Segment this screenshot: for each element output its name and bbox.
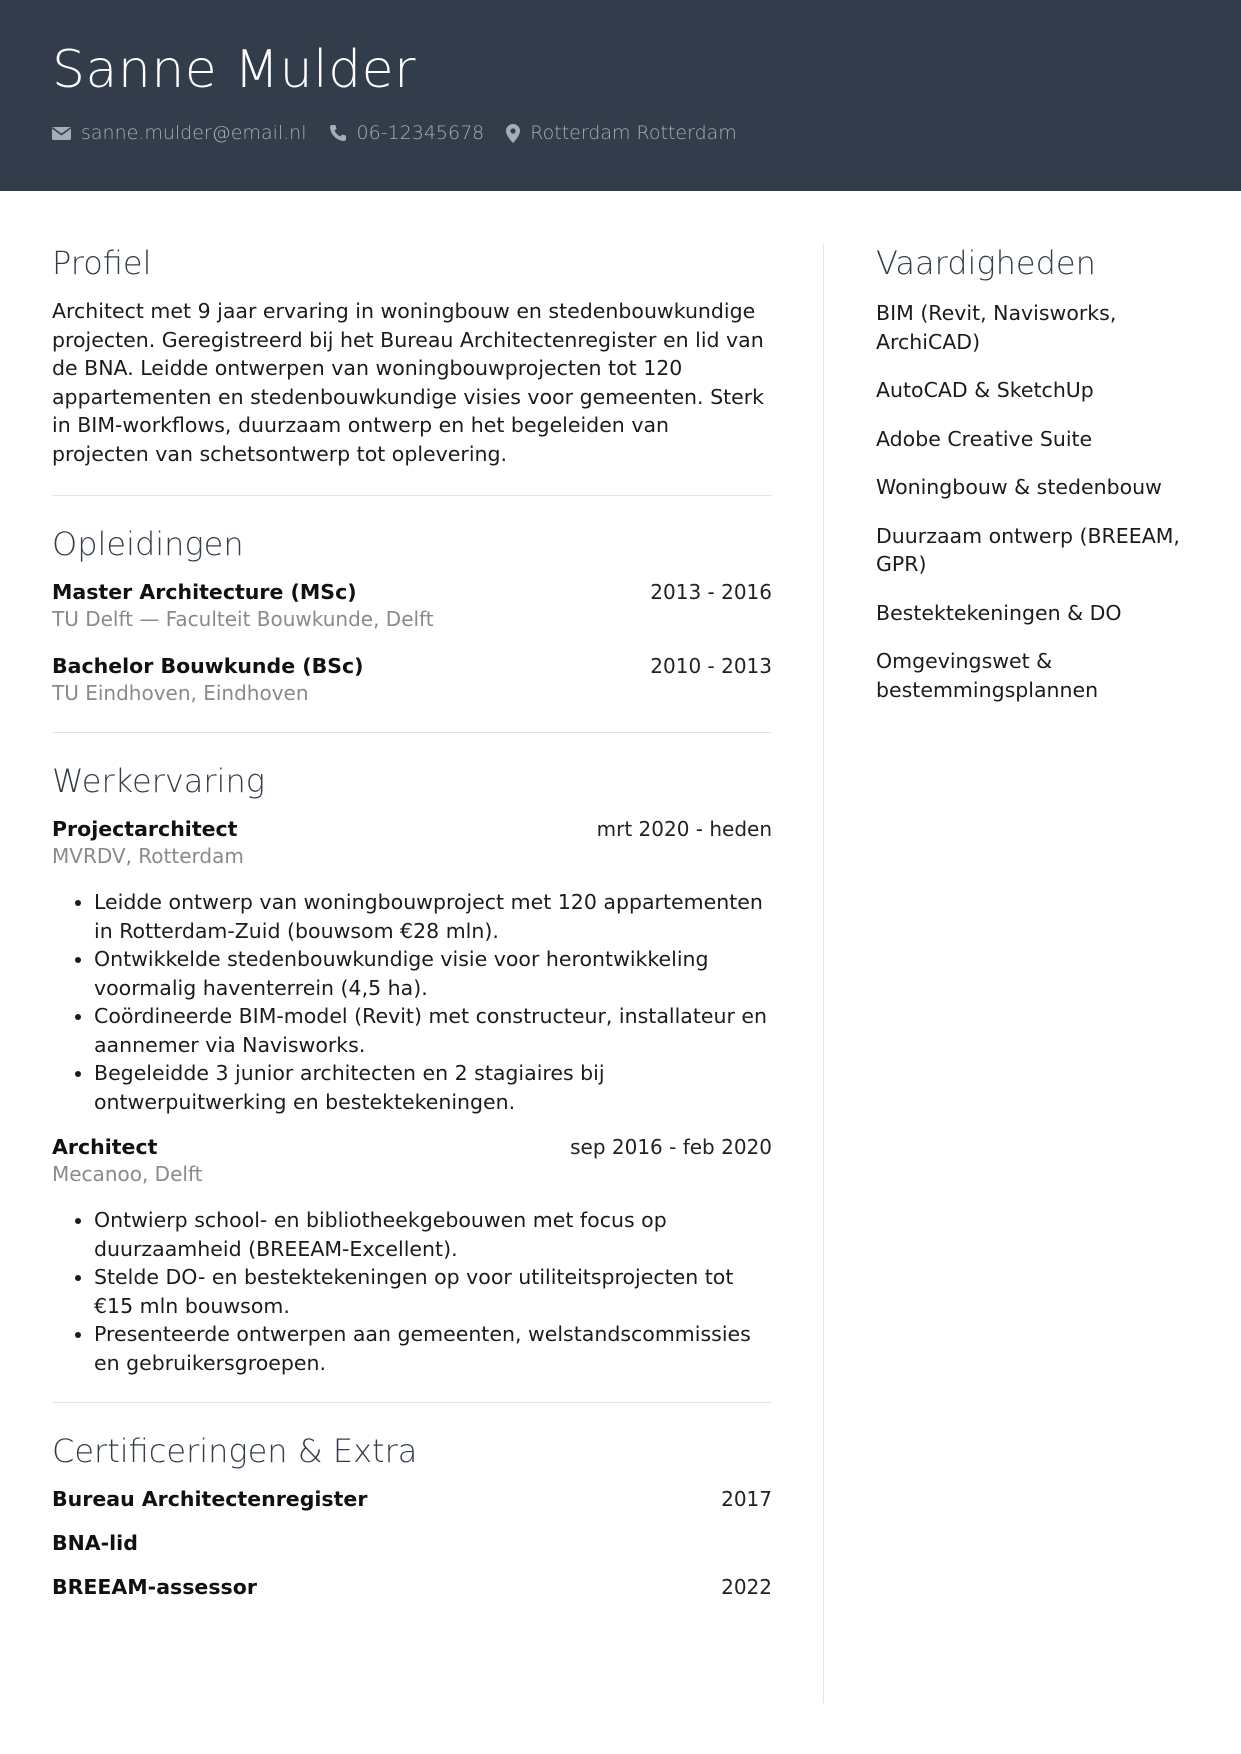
section-title-skills: Vaardigheden	[876, 244, 1096, 282]
contact-location	[506, 122, 737, 144]
list-item: • Begeleidde 3 junior architecten en 2 stagiaires bij ontwerpuitwerking en bestektekeningen.	[94, 1059, 772, 1116]
section-divider	[52, 1402, 772, 1403]
list-item: • Presenteerde ontwerpen aan gemeenten, welstandscommissies en gebruikersgroepen.	[94, 1320, 772, 1377]
job-role: Projectarchitect	[52, 817, 238, 841]
list-item: • Stelde DO- en bestektekeningen op voor utiliteitsprojecten tot €15 mln bouwsom.	[94, 1263, 772, 1320]
education-item	[52, 654, 772, 705]
column-divider	[823, 243, 824, 1703]
location-text: Rotterdam Rotterdam	[530, 122, 737, 144]
skill-item: Omgevingswet & bestemmingsplannen	[876, 649, 1099, 702]
phone-text: 06-12345678	[356, 122, 485, 144]
map-pin-icon	[506, 124, 520, 143]
list-item: • Ontwierp school- en bibliotheekgebouwen met focus op duurzaamheid (BREEAM-Excellent).	[94, 1206, 772, 1263]
certification-item	[52, 1575, 772, 1599]
email-text: sanne.mulder@email.nl	[81, 122, 307, 144]
section-title-education: Opleidingen	[52, 525, 244, 563]
list-item: • Leidde ontwerp van woningbouwproject met 120 appartementen in Rotterdam-Zuid (bouwsom €28 mln).	[94, 888, 772, 945]
job-dates: mrt 2020 - heden	[596, 817, 772, 841]
job-company: MVRDV, Rotterdam	[52, 844, 244, 868]
envelope-icon	[52, 126, 71, 141]
skill-item: AutoCAD & SketchUp	[876, 378, 1094, 402]
profile-section	[52, 243, 772, 468]
education-section	[52, 524, 772, 705]
job-dates: sep 2016 - feb 2020	[570, 1135, 772, 1159]
skill-item: Bestektekeningen & DO	[876, 600, 1122, 625]
job-bullets	[52, 1206, 772, 1377]
certification-item	[52, 1487, 772, 1511]
section-title-profile: Profiel	[52, 244, 152, 282]
sidebar-column	[876, 243, 1206, 724]
education-school: TU Delft — Faculteit Bouwkunde, Delft	[52, 607, 434, 631]
skill-item: Adobe Creative Suite	[876, 426, 1093, 451]
education-degree: Master Architecture (MSc)	[52, 580, 357, 604]
contact-phone[interactable]	[329, 122, 485, 144]
education-item	[52, 580, 772, 631]
job-role: Architect	[52, 1135, 158, 1159]
education-dates: 2013 - 2016	[650, 580, 772, 604]
education-school: TU Eindhoven, Eindhoven	[52, 681, 309, 705]
phone-icon	[329, 124, 347, 142]
skill-item: Woningbouw & stedenbouw	[876, 475, 1162, 499]
list-item: • Coördineerde BIM-model (Revit) met constructeur, installateur en aannemer via Navisworks.	[94, 1002, 772, 1059]
section-divider	[52, 732, 772, 733]
header-banner	[0, 0, 1241, 191]
certifications-section	[52, 1431, 772, 1599]
education-dates: 2010 - 2013	[650, 654, 772, 678]
section-title-experience: Werkervaring	[52, 762, 265, 800]
section-divider	[52, 495, 772, 496]
contact-bar	[52, 122, 737, 144]
section-title-certifications: Certificeringen & Extra	[52, 1432, 418, 1470]
certification-year: 2022	[721, 1575, 772, 1599]
skill-item: Duurzaam ontwerp (BREEAM, GPR)	[876, 523, 1180, 576]
certification-year: 2017	[721, 1487, 772, 1511]
profile-text: Architect met 9 jaar ervaring in woningbouw en stedenbouwkundige projecten. Geregistreerd bij het Bureau Architectenregister en lid van de BNA. Leidde ontwerpen van woningbouwprojecten tot 120 appartementen en stedenbouwkundige visies voor gemeenten. Sterk in BIM-workflows, duurzaam ontwerp en het begeleiden van projecten van schetsontwerp tot oplevering.	[52, 299, 765, 466]
certification-item	[52, 1531, 772, 1555]
skill-item: BIM (Revit, Navisworks, ArchiCAD)	[876, 301, 1117, 354]
certification-name: BNA-lid	[52, 1531, 138, 1555]
job-bullets	[52, 888, 772, 1116]
job-company: Mecanoo, Delft	[52, 1162, 203, 1186]
certification-name: Bureau Architectenregister	[52, 1487, 368, 1511]
job-item	[52, 1135, 772, 1377]
experience-section	[52, 761, 772, 1377]
contact-email[interactable]	[52, 122, 307, 144]
education-degree: Bachelor Bouwkunde (BSc)	[52, 654, 364, 678]
list-item: • Ontwikkelde stedenbouwkundige visie voor herontwikkeling voormalig haventerrein (4,5 ha).	[94, 945, 772, 1002]
certification-name: BREEAM-assessor	[52, 1575, 257, 1599]
main-column	[52, 243, 772, 1599]
skills-list	[876, 299, 1206, 704]
job-item	[52, 817, 772, 1116]
candidate-name: Sanne Mulder	[52, 40, 416, 100]
